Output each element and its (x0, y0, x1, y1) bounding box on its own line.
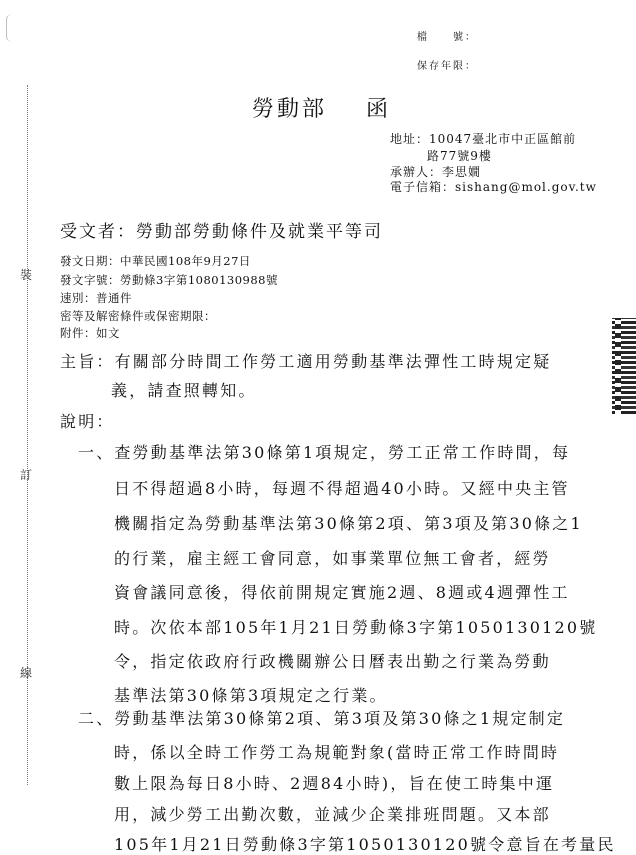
barcode-fragment (612, 318, 636, 414)
retention-period-label: 保存年限： (417, 61, 477, 72)
subject-line1: 主旨：有關部分時間工作勞工適用勞動基準法彈性工時規定疑 (60, 352, 552, 371)
binding-mark-zhuang: 裝 (20, 268, 33, 282)
item2-line: 105年1月21日勞動條3字第1050130120號令意旨在考量民 (114, 835, 616, 854)
item1-line: 基準法第30條第3項規定之行業。 (114, 686, 388, 705)
confidentiality: 密等及解密條件或保密期限： (60, 309, 216, 323)
recipient: 受文者：勞動部勞動條件及就業平等司 (60, 222, 383, 242)
binding-mark-xian: 線 (20, 666, 33, 680)
issue-date: 發文日期：中華民國108年9月27日 (60, 254, 251, 268)
binding-mark-ding: 訂 (20, 468, 33, 482)
page-corner-mark (6, 14, 15, 42)
subject-line2: 義，請查照轉知。 (111, 381, 257, 400)
item2-line: 時，係以全時工作勞工為規範對象(當時正常工作時間時 (114, 743, 560, 762)
item1-line: 資會議同意後，得依前開規定實施2週、8週或4週彈性工 (114, 583, 570, 602)
file-number-label: 檔 號： (417, 32, 477, 43)
document-type: 函 (366, 97, 392, 122)
document-number: 發文字號：勞動條3字第1080130988號 (60, 273, 278, 287)
item2-line: 二、勞動基準法第30條第2項、第3項及第30條之1規定制定 (78, 709, 566, 728)
item1-line: 日不得超過8小時，每週不得超過40小時。又經中央主管 (114, 479, 570, 498)
document-org: 勞動部 (252, 97, 328, 122)
item1-line: 時。次依本部105年1月21日勞動條3字第1050130120號 (114, 618, 598, 637)
explanation-label: 說明： (60, 412, 115, 431)
sender-email: 電子信箱：sishang@mol.gov.tw (390, 180, 597, 194)
sender-handler: 承辦人：李思嫺 (390, 165, 482, 179)
item1-line: 一、查勞動基準法第30條第1項規定，勞工正常工作時間，每 (78, 443, 571, 462)
sender-address-line1: 地址：10047臺北市中正區館前 (390, 132, 577, 146)
attachment: 附件：如文 (60, 326, 120, 340)
item1-line: 令，指定依政府行政機關辦公日曆表出勤之行業為勞動 (114, 652, 551, 671)
item2-line: 數上限為每日8小時、2週84小時)，旨在使工時集中運 (114, 774, 555, 793)
item1-line: 的行業，雇主經工會同意，如事業單位無工會者，經勞 (114, 549, 551, 568)
sender-address-line2: 路77號9樓 (427, 149, 492, 163)
item2-line: 用，減少勞工出勤次數，並減少企業排班問題。又本部 (114, 805, 551, 824)
item1-line: 機關指定為勞動基準法第30條第2項、第3項及第30條之1 (114, 514, 583, 533)
delivery-speed: 速別：普通件 (60, 291, 132, 305)
